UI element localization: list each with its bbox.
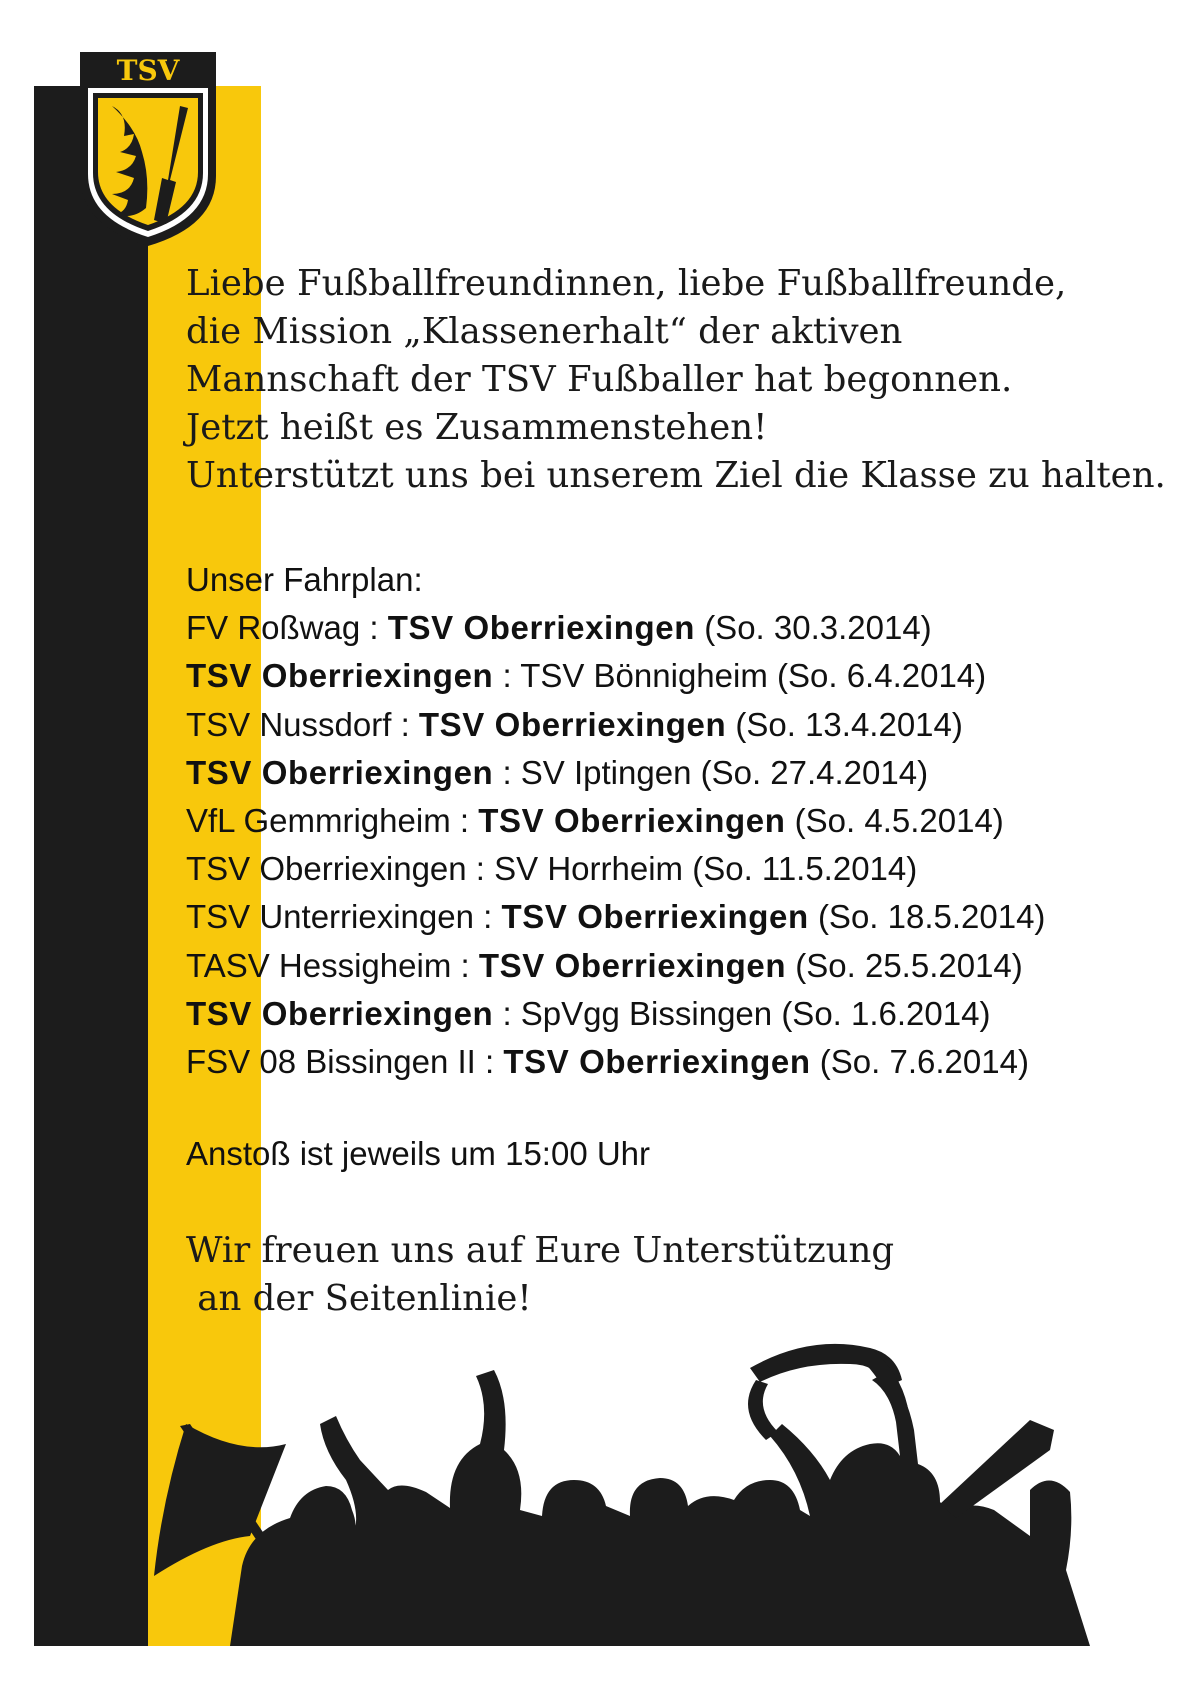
- closing-line: an der Seitenlinie!: [186, 1278, 532, 1319]
- away-team: TSV Oberriexingen: [503, 1043, 811, 1081]
- home-team: VfL Gemmrigheim: [186, 802, 451, 840]
- match-date: (So. 30.3.2014): [704, 609, 932, 647]
- home-team: TSV Oberriexingen: [186, 994, 494, 1032]
- away-team: TSV Oberriexingen: [478, 946, 787, 984]
- match-date: (So. 6.4.2014): [777, 657, 987, 695]
- match-date: (So. 4.5.2014): [794, 802, 1004, 840]
- home-team: TSV Oberriexingen: [186, 850, 467, 888]
- away-team: TSV Bönnigheim: [520, 657, 768, 695]
- match-row: FSV 08 Bissingen II : TSV Oberriexingen (So. 7.6.2014): [186, 1043, 1029, 1081]
- match-row: TSV Unterriexingen : TSV Oberriexingen (So. 18.5.2014): [186, 898, 1046, 936]
- black-stripe: [34, 86, 148, 1646]
- away-team: SpVgg Bissingen: [520, 994, 773, 1032]
- match-date: (So. 1.6.2014): [781, 994, 991, 1032]
- kickoff-info: Anstoß ist jeweils um 15:00 Uhr: [186, 1135, 651, 1172]
- match-date: (So. 27.4.2014): [700, 753, 929, 791]
- match-row: FV Roßwag : TSV Oberriexingen (So. 30.3.2014): [186, 609, 932, 647]
- match-row: TSV Oberriexingen : SpVgg Bissingen (So. 1.6.2014): [186, 994, 991, 1032]
- cheering-fans-silhouette: [150, 1340, 1150, 1646]
- match-row: TSV Oberriexingen : SV Horrheim (So. 11.5.2014): [186, 850, 918, 888]
- match-list: [186, 604, 1176, 1086]
- away-team: TSV Oberriexingen: [501, 898, 809, 936]
- home-team: FSV 08 Bissingen II: [186, 1043, 476, 1081]
- intro-line: Unterstützt uns bei unserem Ziel die Klasse zu halten.: [186, 455, 1166, 496]
- home-team: TASV Hessigheim: [186, 946, 452, 984]
- intro-line: Liebe Fußballfreundinnen, liebe Fußballfreunde,: [186, 263, 1067, 304]
- away-team: SV Horrheim: [494, 850, 684, 888]
- match-date: (So. 18.5.2014): [817, 898, 1046, 936]
- match-row: TSV Nussdorf : TSV Oberriexingen (So. 13.4.2014): [186, 705, 963, 743]
- match-row: VfL Gemmrigheim : TSV Oberriexingen (So. 4.5.2014): [186, 802, 1004, 840]
- away-team: TSV Oberriexingen: [478, 802, 786, 840]
- match-row: TASV Hessigheim : TSV Oberriexingen (So. 25.5.2014): [186, 946, 1023, 984]
- home-team: TSV Unterriexingen: [186, 898, 474, 936]
- intro-line: Mannschaft der TSV Fußballer hat begonnen.: [186, 359, 1013, 400]
- match-date: (So. 25.5.2014): [795, 946, 1023, 984]
- home-team: TSV Oberriexingen: [186, 657, 494, 695]
- match-schedule: [186, 556, 1176, 1086]
- intro-text: [186, 260, 1176, 500]
- intro-line: die Mission „Klassenerhalt“ der aktiven: [186, 311, 903, 352]
- match-date: (So. 11.5.2014): [692, 850, 918, 888]
- match-date: (So. 13.4.2014): [735, 705, 963, 743]
- away-team: TSV Oberriexingen: [418, 705, 727, 743]
- intro-line: Jetzt heißt es Zusammenstehen!: [186, 407, 768, 448]
- match-row: TSV Oberriexingen : SV Iptingen (So. 27.4.2014): [186, 753, 929, 791]
- tsv-crest-logo: [72, 48, 224, 250]
- crest-text: TSV: [116, 54, 180, 87]
- closing-text: [186, 1227, 1086, 1323]
- schedule-heading: Unser Fahrplan:: [186, 561, 423, 598]
- match-date: (So. 7.6.2014): [819, 1043, 1029, 1081]
- home-team: FV Roßwag: [186, 609, 361, 647]
- home-team: TSV Oberriexingen: [186, 753, 494, 791]
- match-row: TSV Oberriexingen : TSV Bönnigheim (So. 6.4.2014): [186, 657, 987, 695]
- away-team: SV Iptingen: [520, 753, 692, 791]
- away-team: TSV Oberriexingen: [387, 609, 696, 647]
- home-team: TSV Nussdorf: [186, 705, 392, 743]
- closing-line: Wir freuen uns auf Eure Unterstützung: [186, 1230, 895, 1271]
